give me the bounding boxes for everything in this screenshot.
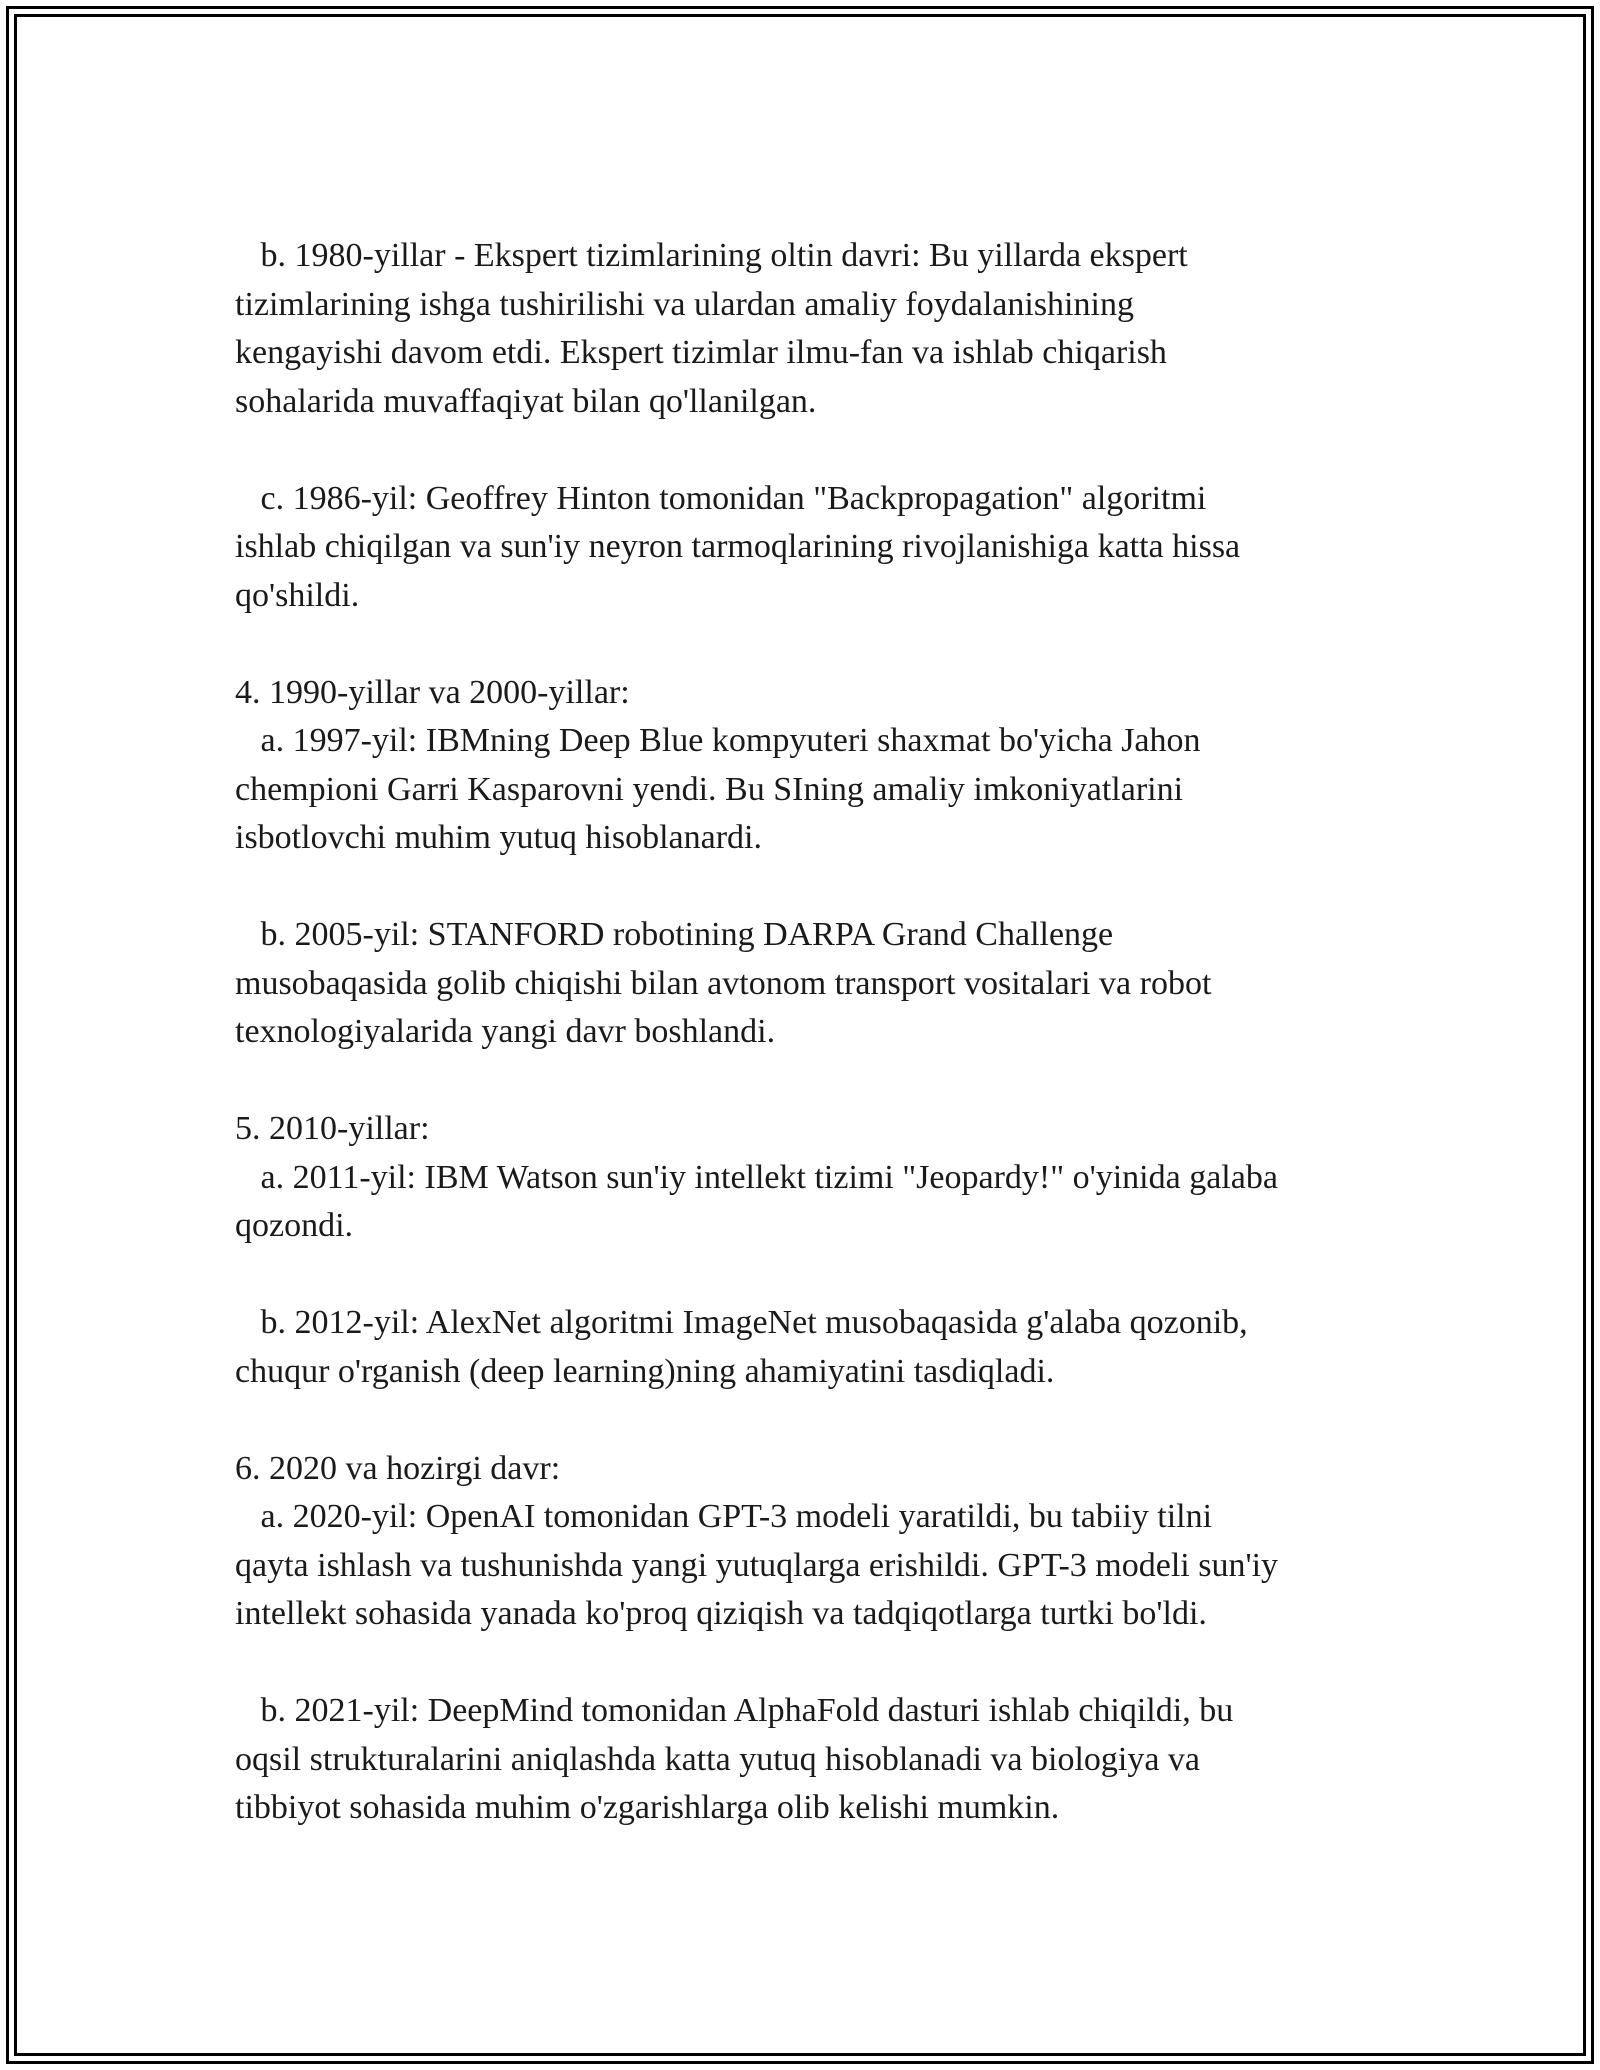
- text-line: intellekt sohasida yanada ko'proq qiziqish va tadqiqotlarga turtki bo'ldi.: [235, 1595, 1207, 1632]
- text-line: b. 1980-yillar - Ekspert tizimlarining oltin davri: Bu yillarda ekspert: [235, 237, 1188, 274]
- text-line: musobaqasida golib chiqishi bilan avtonom transport vositalari va robot: [235, 964, 1212, 1002]
- text-line: qayta ishlash va tushunishda yangi yutuqlarga erishildi. GPT-3 modeli sun'iy: [235, 1546, 1279, 1584]
- text-line: texnologiyalarida yangi davr boshlandi.: [235, 1013, 776, 1050]
- text-line: b. 2021-yil: DeepMind tomonidan AlphaFold dasturi ishlab chiqildi, bu: [235, 1692, 1234, 1729]
- text-line: tizimlarining ishga tushirilishi va ulardan amaliy foydalanishining: [235, 285, 1134, 323]
- text-line: qo'shildi.: [235, 576, 360, 614]
- paragraph-2005-darpa: [235, 911, 1385, 1057]
- text-line: a. 1997-yil: IBMning Deep Blue kompyuteri shaxmat bo'yicha Jahon: [235, 722, 1201, 759]
- document-body: [235, 232, 1385, 1833]
- paragraph-1997-deep-blue: [235, 669, 1385, 863]
- text-line: ishlab chiqilgan va sun'iy neyron tarmoqlarining rivojlanishiga katta hissa: [235, 528, 1241, 565]
- paragraph-spacer: [235, 863, 1385, 912]
- paragraph-1980s-expert-systems: [235, 232, 1385, 426]
- paragraph-spacer: [235, 1396, 1385, 1445]
- section-heading: 6. 2020 va hozirgi davr:: [235, 1449, 561, 1487]
- paragraph-2021-alphafold: [235, 1687, 1385, 1833]
- text-line: a. 2011-yil: IBM Watson sun'iy intellekt tizimi "Jeopardy!" o'yinida galaba: [235, 1158, 1278, 1196]
- text-line: a. 2020-yil: OpenAI tomonidan GPT-3 modeli yaratildi, bu tabiiy tilni: [235, 1498, 1213, 1535]
- paragraph-2012-alexnet: [235, 1299, 1385, 1396]
- paragraph-2011-watson: [235, 1105, 1385, 1251]
- paragraph-spacer: [235, 620, 1385, 669]
- text-line: b. 2012-yil: AlexNet algoritmi ImageNet musobaqasida g'alaba qozonib,: [235, 1304, 1248, 1341]
- paragraph-spacer: [235, 1057, 1385, 1106]
- text-line: isbotlovchi muhim yutuq hisoblanardi.: [235, 819, 762, 856]
- paragraph-2020-gpt3: [235, 1445, 1385, 1639]
- text-line: b. 2005-yil: STANFORD robotining DARPA Grand Challenge: [235, 916, 1114, 953]
- paragraph-1986-backpropagation: [235, 475, 1385, 621]
- text-line: oqsil strukturalarini aniqlashda katta yutuq hisoblanadi va biologiya va: [235, 1740, 1201, 1778]
- text-line: chuqur o'rganish (deep learning)ning ahamiyatini tasdiqladi.: [235, 1352, 1055, 1390]
- text-line: tibbiyot sohasida muhim o'zgarishlarga olib kelishi mumkin.: [235, 1789, 1060, 1826]
- paragraph-spacer: [235, 426, 1385, 475]
- paragraph-spacer: [235, 1639, 1385, 1688]
- section-heading: 5. 2010-yillar:: [235, 1110, 430, 1147]
- text-line: c. 1986-yil: Geoffrey Hinton tomonidan "Backpropagation" algoritmi: [235, 479, 1207, 517]
- text-line: chempioni Garri Kasparovni yendi. Bu SIning amaliy imkoniyatlarini: [235, 770, 1184, 808]
- text-line: kengayishi davom etdi. Ekspert tizimlar ilmu-fan va ishlab chiqarish: [235, 334, 1167, 371]
- paragraph-spacer: [235, 1251, 1385, 1300]
- section-heading: 4. 1990-yillar va 2000-yillar:: [235, 673, 630, 711]
- text-line: qozondi.: [235, 1207, 354, 1244]
- text-line: sohalarida muvaffaqiyat bilan qo'llanilgan.: [235, 382, 817, 420]
